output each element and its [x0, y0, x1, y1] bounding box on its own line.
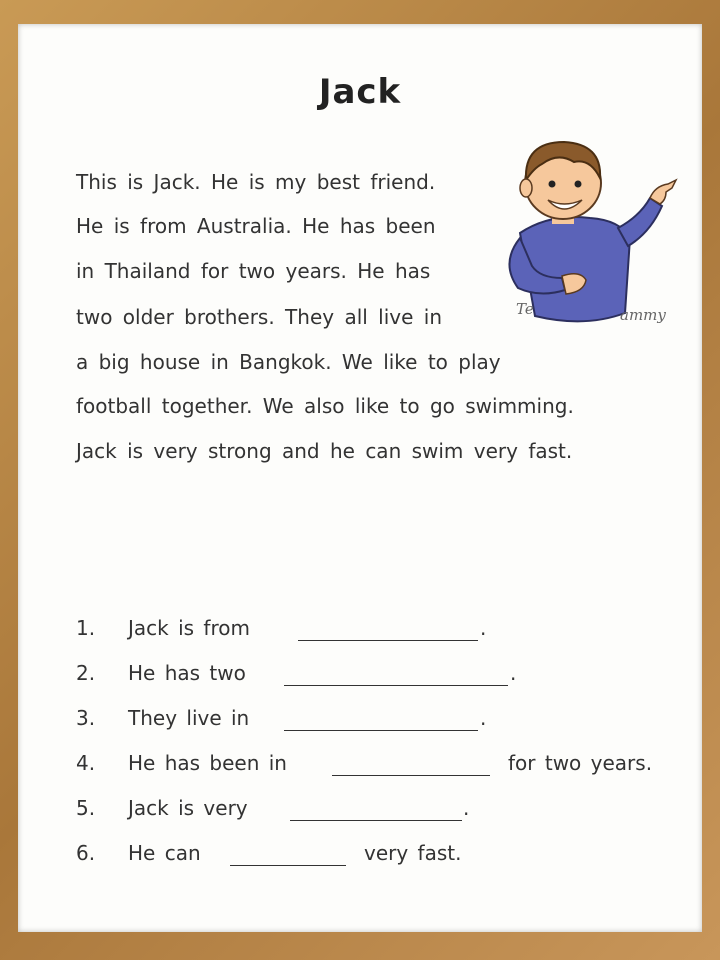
- story-line: He is from Australia. He has been: [76, 214, 436, 238]
- question-number: 4.: [76, 751, 96, 775]
- question-ending: .: [480, 616, 487, 640]
- answer-blank[interactable]: [290, 820, 462, 821]
- story-line: in Thailand for two years. He has: [76, 259, 431, 283]
- question-ending: very fast.: [364, 841, 462, 865]
- question-text: Jack is from: [128, 616, 250, 640]
- question-ending: .: [463, 796, 470, 820]
- worksheet-title: Jack: [318, 72, 402, 112]
- question-number: 5.: [76, 796, 96, 820]
- story-line: Jack is very strong and he can swim very fast.: [76, 439, 573, 463]
- answer-blank[interactable]: [332, 775, 490, 776]
- question-number: 6.: [76, 841, 96, 865]
- answer-blank[interactable]: [284, 685, 508, 686]
- question-text: He has two: [128, 661, 246, 685]
- question-text: He can: [128, 841, 201, 865]
- story-line: football together. We also like to go swimming.: [76, 394, 574, 418]
- story-line: two older brothers. They all live in: [76, 305, 443, 329]
- question-ending: for two years.: [508, 751, 653, 775]
- answer-blank[interactable]: [284, 730, 478, 731]
- question-number: 1.: [76, 616, 96, 640]
- question-number: 2.: [76, 661, 96, 685]
- question-text: They live in: [128, 706, 250, 730]
- signature-left: Te: [516, 300, 534, 318]
- answer-blank[interactable]: [298, 640, 478, 641]
- question-text: He has been in: [128, 751, 287, 775]
- story-line: a big house in Bangkok. We like to play: [76, 350, 501, 374]
- story-line: This is Jack. He is my best friend.: [76, 170, 436, 194]
- question-number: 3.: [76, 706, 96, 730]
- question-text: Jack is very: [128, 796, 248, 820]
- signature-right: ammy: [620, 306, 666, 324]
- answer-blank[interactable]: [230, 865, 346, 866]
- question-ending: .: [480, 706, 487, 730]
- question-ending: .: [510, 661, 517, 685]
